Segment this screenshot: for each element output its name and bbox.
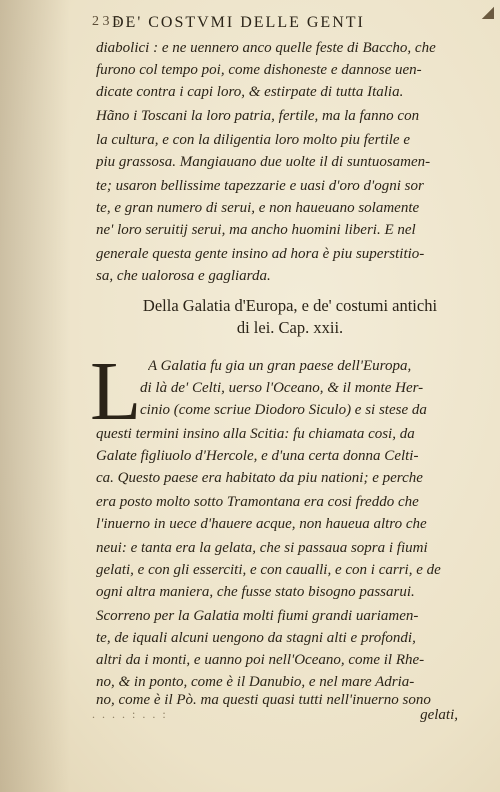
upper-line: Hãno i Toscani la loro patria, fertile, ma la fanno con bbox=[96, 108, 420, 124]
upper-line: furono col tempo poi, come dishoneste e dannose uen- bbox=[96, 62, 422, 78]
chapter-title-line-1: Della Galatia d'Europa, e de' costumi antichi bbox=[142, 296, 438, 315]
upper-line: te; usaron bellissime tapezzarie e uasi d'oro d'ogni sor bbox=[96, 178, 424, 194]
lower-line: l'inuerno in uece d'hauere acque, non haueua altro che bbox=[96, 516, 427, 532]
lower-line: A Galatia fu gia un gran paese dell'Europa, bbox=[148, 358, 412, 374]
faint-marks: . . . . : . . : bbox=[92, 707, 168, 721]
upper-line: ne' loro seruitij serui, ma ancho huomini liberi. E nel bbox=[96, 222, 416, 238]
lower-line: no, & in ponto, come è il Danubio, e nel mare Adria- bbox=[96, 674, 415, 690]
chapter-title-line-2: di lei. Cap. xxii. bbox=[236, 318, 344, 337]
lower-line: cinio (come scriue Diodoro Siculo) e si stese da bbox=[140, 402, 427, 418]
binding-shadow bbox=[0, 0, 70, 792]
lower-line: te, de iquali alcuni uengono da stagni alti e profondi, bbox=[96, 630, 416, 646]
lower-line: ca. Questo paese era habitato da piu nationi; e perche bbox=[96, 470, 423, 486]
lower-line: gelati, e con gli esserciti, e con caualli, e con i carri, e de bbox=[96, 562, 441, 578]
lower-line: di là de' Celti, uerso l'Oceano, & il monte Her- bbox=[140, 380, 424, 396]
lower-line: no, come è il Pò. ma questi quasi tutti nell'inuerno sono bbox=[96, 692, 431, 708]
upper-line: la cultura, e con la diligentia loro molto piu fertile e bbox=[96, 132, 410, 148]
upper-line: dicate contra i capi loro, & estirpate di tutta Italia. bbox=[96, 84, 404, 100]
lower-line: Galate figliuolo d'Hercole, e d'una certa donna Celti- bbox=[96, 448, 419, 464]
lower-line: Scorreno per la Galatia molti fiumi grandi uariamen- bbox=[96, 608, 419, 624]
corner-tear-mark: ◢ bbox=[481, 4, 494, 21]
lower-line: altri da i monti, e uanno poi nell'Oceano, come il Rhe- bbox=[96, 652, 425, 668]
lower-line: era posto molto sotto Tramontana era cosi freddo che bbox=[96, 494, 419, 510]
lower-line: ogni altra maniera, che fusse stato bisogno passarui. bbox=[96, 584, 415, 600]
lower-line: questi termini insino alla Scitia: fu chiamata cosi, da bbox=[96, 426, 415, 442]
lower-line: neui: e tanta era la gelata, che si passaua sopra i fiumi bbox=[96, 540, 428, 556]
upper-line: diabolici : e ne uennero anco quelle feste di Baccho, che bbox=[96, 40, 436, 56]
running-head: DE' COSTVMI DELLE GENTI bbox=[112, 14, 365, 31]
page-number: 2 3 5 bbox=[92, 14, 120, 29]
upper-line: sa, che ualorosa e gagliarda. bbox=[96, 268, 271, 284]
upper-line: generale questa gente insino ad hora è piu superstitio- bbox=[96, 246, 425, 262]
catchword: gelati, bbox=[420, 707, 458, 723]
drop-cap: L bbox=[90, 345, 142, 438]
upper-line: te, e gran numero di serui, e non haueuano solamente bbox=[96, 200, 420, 216]
upper-line: piu grassosa. Mangiauano due uolte il di suntuosamen- bbox=[96, 154, 431, 170]
